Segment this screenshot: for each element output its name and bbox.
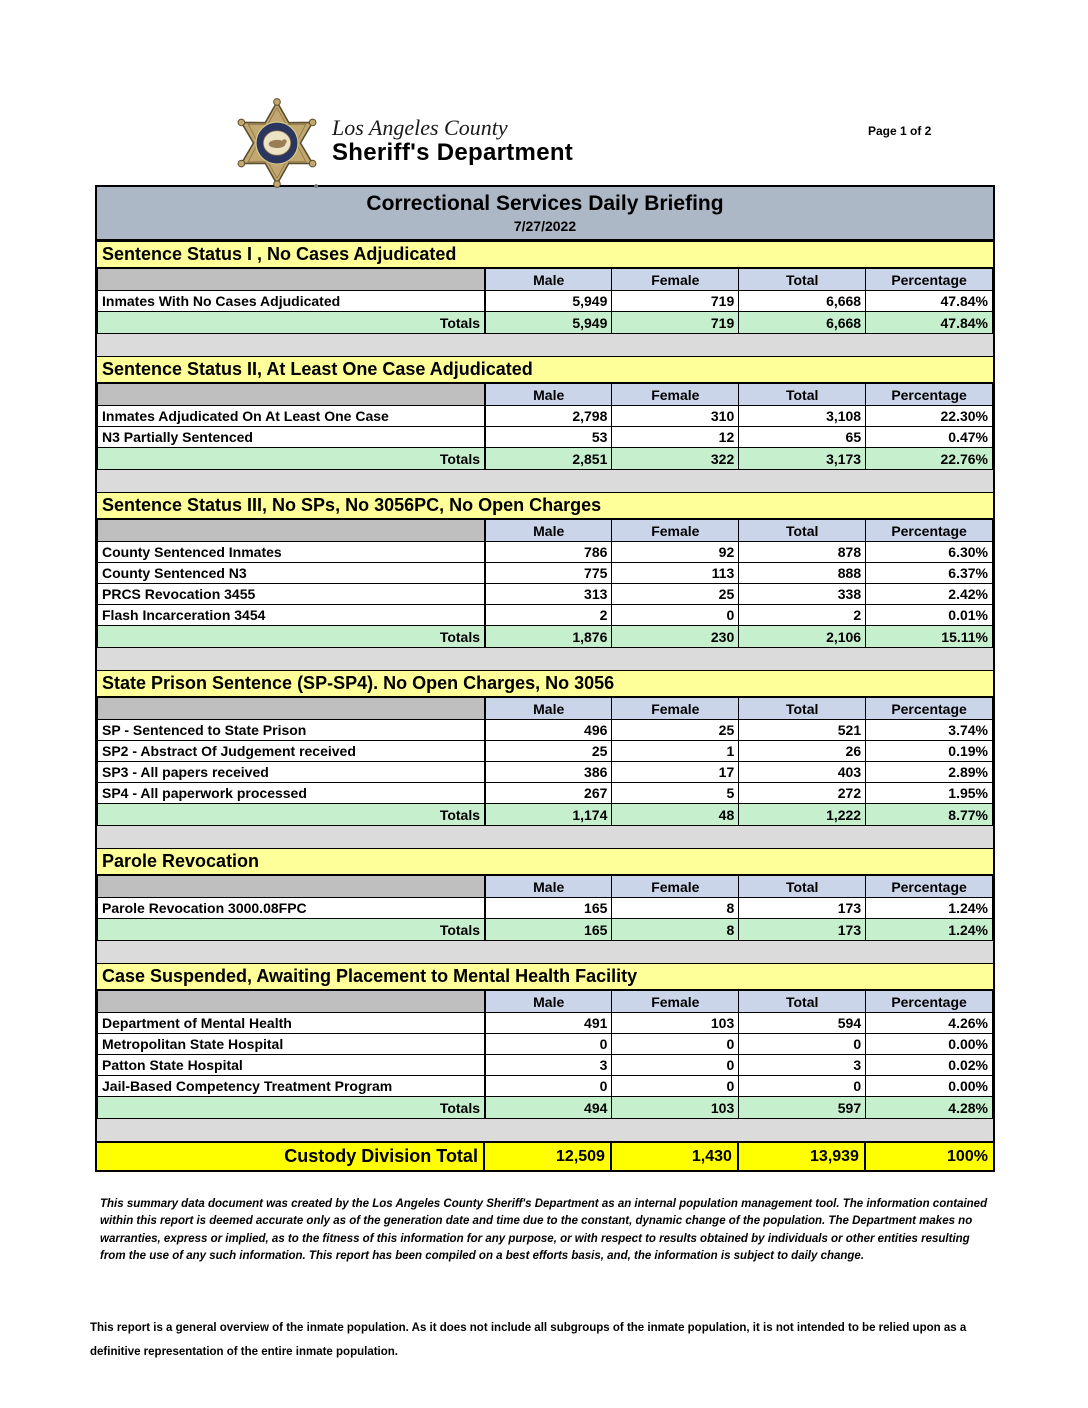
- percentage-value: 22.30%: [866, 406, 993, 427]
- totals-label: Totals: [98, 1097, 486, 1119]
- column-header-male: Male: [485, 384, 612, 406]
- totals-percentage-value: 4.28%: [866, 1097, 993, 1119]
- percentage-value: 0.02%: [866, 1055, 993, 1076]
- section-table: [97, 875, 993, 941]
- corner-cell: [98, 520, 486, 542]
- section-title: State Prison Sentence (SP-SP4). No Open Charges, No 3056: [97, 670, 993, 697]
- section: [97, 241, 993, 356]
- male-value: 786: [485, 542, 612, 563]
- section: [97, 356, 993, 492]
- section-spacer: [97, 334, 993, 356]
- grand-total-percentage-value: 100%: [866, 1143, 993, 1170]
- row-label: County Sentenced N3: [98, 563, 486, 584]
- total-value: 272: [739, 783, 866, 804]
- column-header-female: Female: [612, 269, 739, 291]
- totals-male-value: 5,949: [485, 312, 612, 334]
- section-rows: [98, 1013, 993, 1097]
- section-spacer: [97, 941, 993, 963]
- page-number: Page 1 of 2: [868, 124, 932, 138]
- percentage-value: 0.00%: [866, 1076, 993, 1097]
- total-value: 3: [739, 1055, 866, 1076]
- section: [97, 492, 993, 670]
- column-header-row: [98, 991, 993, 1013]
- row-label: SP4 - All paperwork processed: [98, 783, 486, 804]
- female-value: 8: [612, 898, 739, 919]
- org-name-line1: Los Angeles County: [332, 115, 508, 140]
- grand-total-female-value: 1,430: [612, 1143, 739, 1170]
- totals-female-value: 103: [612, 1097, 739, 1119]
- totals-male-value: 1,876: [485, 626, 612, 648]
- total-value: 594: [739, 1013, 866, 1034]
- sheriff-badge-icon: [232, 98, 322, 190]
- column-header-row: [98, 269, 993, 291]
- data-row: [98, 291, 993, 312]
- column-header-female: Female: [612, 698, 739, 720]
- female-value: 5: [612, 783, 739, 804]
- totals-label: Totals: [98, 312, 486, 334]
- column-header-total: Total: [739, 384, 866, 406]
- row-label: PRCS Revocation 3455: [98, 584, 486, 605]
- sections-container: [97, 241, 993, 1141]
- column-header-female: Female: [612, 876, 739, 898]
- row-label: Parole Revocation 3000.08FPC: [98, 898, 486, 919]
- percentage-value: 6.37%: [866, 563, 993, 584]
- totals-total-value: 2,106: [739, 626, 866, 648]
- percentage-value: 0.47%: [866, 427, 993, 448]
- row-label: Department of Mental Health: [98, 1013, 486, 1034]
- column-header-female: Female: [612, 991, 739, 1013]
- section-table: [97, 697, 993, 826]
- report-body: [95, 185, 995, 1172]
- totals-label: Totals: [98, 919, 486, 941]
- total-value: 878: [739, 542, 866, 563]
- section-rows: [98, 542, 993, 626]
- column-header-total: Total: [739, 269, 866, 291]
- male-value: 2,798: [485, 406, 612, 427]
- section-spacer: [97, 470, 993, 492]
- section-table: [97, 519, 993, 648]
- grand-total-male-value: 12,509: [485, 1143, 612, 1170]
- data-row: [98, 1055, 993, 1076]
- total-value: 521: [739, 720, 866, 741]
- totals-total-value: 1,222: [739, 804, 866, 826]
- percentage-value: 1.24%: [866, 898, 993, 919]
- section-table: [97, 990, 993, 1119]
- corner-cell: [98, 991, 486, 1013]
- total-value: 2: [739, 605, 866, 626]
- totals-female-value: 322: [612, 448, 739, 470]
- data-row: [98, 427, 993, 448]
- data-row: [98, 1076, 993, 1097]
- male-value: 53: [485, 427, 612, 448]
- percentage-value: 2.42%: [866, 584, 993, 605]
- female-value: 92: [612, 542, 739, 563]
- data-row: [98, 720, 993, 741]
- totals-female-value: 8: [612, 919, 739, 941]
- column-header-male: Male: [485, 520, 612, 542]
- total-value: 403: [739, 762, 866, 783]
- totals-male-value: 165: [485, 919, 612, 941]
- section-table: [97, 383, 993, 470]
- row-label: Jail-Based Competency Treatment Program: [98, 1076, 486, 1097]
- column-header-total: Total: [739, 698, 866, 720]
- male-value: 25: [485, 741, 612, 762]
- data-row: [98, 584, 993, 605]
- row-label: N3 Partially Sentenced: [98, 427, 486, 448]
- column-header-percentage: Percentage: [866, 384, 993, 406]
- section-title: Case Suspended, Awaiting Placement to Mental Health Facility: [97, 963, 993, 990]
- male-value: 5,949: [485, 291, 612, 312]
- percentage-value: 47.84%: [866, 291, 993, 312]
- data-row: [98, 898, 993, 919]
- row-label: Metropolitan State Hospital: [98, 1034, 486, 1055]
- male-value: 3: [485, 1055, 612, 1076]
- totals-total-value: 3,173: [739, 448, 866, 470]
- male-value: 0: [485, 1076, 612, 1097]
- totals-male-value: 2,851: [485, 448, 612, 470]
- column-header-percentage: Percentage: [866, 520, 993, 542]
- total-value: 3,108: [739, 406, 866, 427]
- section-title: Sentence Status II, At Least One Case Adjudicated: [97, 356, 993, 383]
- footnote-disclaimer: This summary data document was created by the Los Angeles County Sheriff's Department as an internal population management tool. The information contained within this report is deemed accurate only as of the generation date and time due to the constant, dynamic change of the population. The Department makes no warranties, express or implied, as to the fitness of this information for any purpose, or with respect to results obtained by individuals or other entities resulting from the use of any such information. This report has been compiled on a best efforts basis, and, the information is subject to daily change.: [100, 1198, 988, 1262]
- totals-percentage-value: 15.11%: [866, 626, 993, 648]
- female-value: 0: [612, 1055, 739, 1076]
- data-row: [98, 762, 993, 783]
- totals-male-value: 1,174: [485, 804, 612, 826]
- corner-cell: [98, 876, 486, 898]
- totals-percentage-value: 47.84%: [866, 312, 993, 334]
- data-row: [98, 563, 993, 584]
- totals-female-value: 230: [612, 626, 739, 648]
- totals-total-value: 597: [739, 1097, 866, 1119]
- totals-male-value: 494: [485, 1097, 612, 1119]
- column-header-total: Total: [739, 876, 866, 898]
- male-value: 496: [485, 720, 612, 741]
- total-value: 173: [739, 898, 866, 919]
- data-row: [98, 741, 993, 762]
- row-label: Patton State Hospital: [98, 1055, 486, 1076]
- totals-row: [98, 448, 993, 470]
- report-title: Correctional Services Daily Briefing: [366, 192, 724, 215]
- percentage-value: 0.00%: [866, 1034, 993, 1055]
- percentage-value: 4.26%: [866, 1013, 993, 1034]
- female-value: 25: [612, 720, 739, 741]
- column-header-total: Total: [739, 991, 866, 1013]
- column-header-row: [98, 698, 993, 720]
- female-value: 103: [612, 1013, 739, 1034]
- female-value: 1: [612, 741, 739, 762]
- section-spacer: [97, 648, 993, 670]
- row-label: SP3 - All papers received: [98, 762, 486, 783]
- totals-percentage-value: 22.76%: [866, 448, 993, 470]
- section-table: [97, 268, 993, 334]
- female-value: 310: [612, 406, 739, 427]
- percentage-value: 0.01%: [866, 605, 993, 626]
- data-row: [98, 605, 993, 626]
- totals-female-value: 719: [612, 312, 739, 334]
- total-value: 888: [739, 563, 866, 584]
- totals-percentage-value: 8.77%: [866, 804, 993, 826]
- female-value: 0: [612, 1034, 739, 1055]
- column-header-row: [98, 520, 993, 542]
- grand-total-label: Custody Division Total: [97, 1143, 485, 1170]
- section-spacer: [97, 826, 993, 848]
- totals-total-value: 6,668: [739, 312, 866, 334]
- section-rows: [98, 720, 993, 804]
- column-header-male: Male: [485, 991, 612, 1013]
- section: [97, 848, 993, 963]
- column-header-row: [98, 384, 993, 406]
- percentage-value: 1.95%: [866, 783, 993, 804]
- agency-name: [332, 98, 573, 165]
- totals-row: [98, 626, 993, 648]
- male-value: 0: [485, 1034, 612, 1055]
- column-header-row: [98, 876, 993, 898]
- data-row: [98, 406, 993, 427]
- corner-cell: [98, 698, 486, 720]
- section-spacer: [97, 1119, 993, 1141]
- male-value: 386: [485, 762, 612, 783]
- section-title: Sentence Status I , No Cases Adjudicated: [97, 241, 993, 268]
- column-header-percentage: Percentage: [866, 991, 993, 1013]
- male-value: 775: [485, 563, 612, 584]
- section-rows: [98, 898, 993, 919]
- totals-total-value: 173: [739, 919, 866, 941]
- male-value: 165: [485, 898, 612, 919]
- male-value: 267: [485, 783, 612, 804]
- female-value: 719: [612, 291, 739, 312]
- column-header-male: Male: [485, 876, 612, 898]
- female-value: 25: [612, 584, 739, 605]
- section-title: Sentence Status III, No SPs, No 3056PC, No Open Charges: [97, 492, 993, 519]
- column-header-female: Female: [612, 520, 739, 542]
- column-header-percentage: Percentage: [866, 269, 993, 291]
- row-label: County Sentenced Inmates: [98, 542, 486, 563]
- section: [97, 670, 993, 848]
- total-value: 26: [739, 741, 866, 762]
- female-value: 0: [612, 1076, 739, 1097]
- percentage-value: 0.19%: [866, 741, 993, 762]
- total-value: 0: [739, 1076, 866, 1097]
- female-value: 17: [612, 762, 739, 783]
- report-date: 7/27/2022: [513, 218, 577, 235]
- totals-label: Totals: [98, 626, 486, 648]
- org-name-line2: Sheriff's Department: [332, 139, 574, 167]
- totals-row: [98, 1097, 993, 1119]
- male-value: 313: [485, 584, 612, 605]
- male-value: 491: [485, 1013, 612, 1034]
- row-label: Inmates With No Cases Adjudicated: [98, 291, 486, 312]
- row-label: Flash Incarceration 3454: [98, 605, 486, 626]
- totals-percentage-value: 1.24%: [866, 919, 993, 941]
- row-label: SP2 - Abstract Of Judgement received: [98, 741, 486, 762]
- row-label: Inmates Adjudicated On At Least One Case: [98, 406, 486, 427]
- grand-total-total-value: 13,939: [739, 1143, 866, 1170]
- section-rows: [98, 291, 993, 312]
- totals-female-value: 48: [612, 804, 739, 826]
- totals-label: Totals: [98, 804, 486, 826]
- agency-brand: [232, 98, 573, 190]
- footnote-overview: This report is a general overview of the inmate population. As it does not include all subgroups of the inmate population, it is not intended to be relied upon as a definitive representation of the entire inmate population.: [90, 1322, 967, 1358]
- row-label: SP - Sentenced to State Prison: [98, 720, 486, 741]
- section-rows: [98, 406, 993, 448]
- total-value: 65: [739, 427, 866, 448]
- data-row: [98, 783, 993, 804]
- report-header: [0, 0, 1088, 185]
- column-header-male: Male: [485, 269, 612, 291]
- female-value: 113: [612, 563, 739, 584]
- percentage-value: 2.89%: [866, 762, 993, 783]
- report-title-bar: [97, 187, 993, 241]
- data-row: [98, 1034, 993, 1055]
- data-row: [98, 542, 993, 563]
- totals-row: [98, 312, 993, 334]
- column-header-percentage: Percentage: [866, 698, 993, 720]
- column-header-female: Female: [612, 384, 739, 406]
- total-value: 338: [739, 584, 866, 605]
- totals-label: Totals: [98, 448, 486, 470]
- totals-row: [98, 804, 993, 826]
- total-value: 6,668: [739, 291, 866, 312]
- data-row: [98, 1013, 993, 1034]
- corner-cell: [98, 269, 486, 291]
- section-title: Parole Revocation: [97, 848, 993, 875]
- total-value: 0: [739, 1034, 866, 1055]
- female-value: 12: [612, 427, 739, 448]
- percentage-value: 3.74%: [866, 720, 993, 741]
- corner-cell: [98, 384, 486, 406]
- column-header-male: Male: [485, 698, 612, 720]
- male-value: 2: [485, 605, 612, 626]
- column-header-percentage: Percentage: [866, 876, 993, 898]
- female-value: 0: [612, 605, 739, 626]
- totals-row: [98, 919, 993, 941]
- section: [97, 963, 993, 1141]
- column-header-total: Total: [739, 520, 866, 542]
- percentage-value: 6.30%: [866, 542, 993, 563]
- grand-total-row: [97, 1141, 993, 1170]
